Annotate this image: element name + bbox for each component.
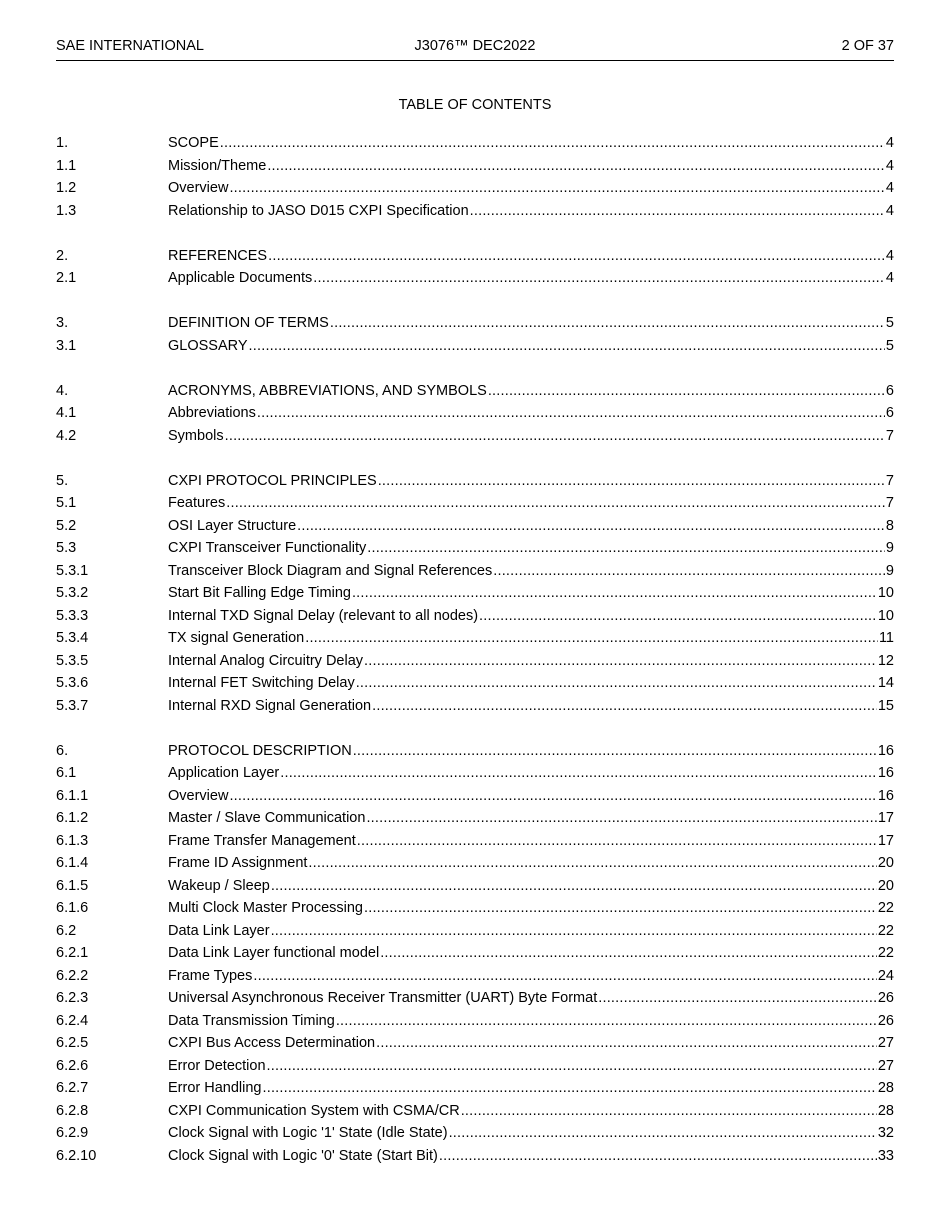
toc-entry-number: 5.3.7 <box>56 697 89 714</box>
toc-entry[interactable] <box>56 155 894 178</box>
toc-entry-page: 15 <box>877 697 894 714</box>
toc-entry-page: 5 <box>885 337 894 354</box>
toc-entry[interactable] <box>56 1010 894 1033</box>
toc-entry-page: 6 <box>885 382 894 399</box>
toc-entry[interactable] <box>56 492 894 515</box>
toc-entry-page: 27 <box>877 1057 894 1074</box>
toc-dot-leader <box>376 1032 877 1055</box>
toc-entry-page: 4 <box>885 180 894 196</box>
toc-entry-number: 6.1.2 <box>56 810 89 826</box>
toc-entry[interactable] <box>56 605 894 628</box>
toc-entry-number: 5. <box>56 472 69 489</box>
header-document-id: J3076™ DEC2022 <box>414 38 536 54</box>
toc-entry-line <box>168 515 894 538</box>
toc-entry-page: 7 <box>885 495 894 511</box>
toc-entry-line <box>168 920 894 943</box>
toc-entry-title[interactable]: TX signal Generation <box>168 627 304 650</box>
toc-entry-page: 20 <box>877 877 894 894</box>
toc-entry[interactable] <box>56 965 894 988</box>
toc-entry-number: 6.2.9 <box>56 1125 89 1141</box>
toc-dot-leader <box>267 155 885 178</box>
toc-entry-title[interactable]: Internal Analog Circuitry Delay <box>168 650 363 673</box>
toc-entry-line <box>168 402 894 425</box>
toc-entry-number: 5.3.1 <box>56 562 89 579</box>
toc-entry[interactable] <box>56 987 894 1010</box>
toc-entry-page: 22 <box>877 922 894 939</box>
toc-entry-title[interactable]: ACRONYMS, ABBREVIATIONS, AND SYMBOLS <box>168 380 487 403</box>
toc-dot-leader <box>336 1010 877 1033</box>
toc-entry-title[interactable]: Internal RXD Signal Generation <box>168 695 371 718</box>
toc-entry-line <box>168 177 894 200</box>
toc-entry-title[interactable]: Error Detection <box>168 1055 266 1078</box>
toc-entry-title[interactable]: Application Layer <box>168 762 279 785</box>
toc-entry-line <box>168 582 894 605</box>
toc-entry-page: 12 <box>877 652 894 669</box>
header-organization: SAE INTERNATIONAL <box>56 38 204 54</box>
toc-entry-title[interactable]: Error Handling <box>168 1077 262 1100</box>
toc-entry-line <box>168 470 894 493</box>
toc-dot-leader <box>257 402 885 425</box>
toc-entry-page: 16 <box>877 765 894 781</box>
toc-entry[interactable] <box>56 267 894 290</box>
toc-section <box>56 132 894 222</box>
toc-entry-number: 5.3.3 <box>56 607 89 624</box>
toc-entry[interactable] <box>56 177 894 200</box>
toc-entry-number: 5.3.6 <box>56 675 89 691</box>
toc-entry-title[interactable]: Applicable Documents <box>168 267 312 290</box>
toc-entry-line <box>168 830 894 853</box>
toc-entry[interactable] <box>56 785 894 808</box>
toc-entry-title[interactable]: PROTOCOL DESCRIPTION <box>168 740 352 763</box>
toc-entry-title[interactable]: Clock Signal with Logic '0' State (Start Bit) <box>168 1145 438 1168</box>
toc-entry-title[interactable]: Multi Clock Master Processing <box>168 897 363 920</box>
toc-entry-page: 11 <box>878 630 894 646</box>
toc-entry-page: 16 <box>877 787 894 804</box>
toc-entry[interactable] <box>56 515 894 538</box>
toc-dot-leader <box>268 245 885 268</box>
toc-entry-line <box>168 132 894 155</box>
toc-entry-line <box>168 965 894 988</box>
toc-entry[interactable] <box>56 1077 894 1100</box>
toc-entry-title[interactable]: Start Bit Falling Edge Timing <box>168 582 351 605</box>
toc-section <box>56 312 894 357</box>
toc-entry[interactable] <box>56 1100 894 1123</box>
toc-entry-title[interactable]: Internal TXD Signal Delay (relevant to all nodes) <box>168 605 478 628</box>
toc-entry-line <box>168 672 894 695</box>
toc-entry-page: 7 <box>885 427 894 444</box>
toc-entry-title[interactable]: Frame ID Assignment <box>168 852 307 875</box>
toc-entry-number: 3. <box>56 315 69 331</box>
toc-dot-leader <box>380 942 877 965</box>
toc-entry-number: 1.3 <box>56 202 77 219</box>
toc-dot-leader <box>280 762 877 785</box>
toc-entry-number: 5.3 <box>56 540 77 556</box>
toc-entry-page: 28 <box>877 1102 894 1119</box>
toc-entry-line <box>168 560 894 583</box>
toc-dot-leader <box>220 132 885 155</box>
toc-entry-line <box>168 1077 894 1100</box>
toc-entry-page: 5 <box>885 315 894 331</box>
toc-entry-number: 1.2 <box>56 180 77 196</box>
toc-entry-line <box>168 537 894 560</box>
toc-dot-leader <box>330 312 885 335</box>
toc-dot-leader <box>225 425 885 448</box>
toc-entry-title[interactable]: Clock Signal with Logic '1' State (Idle State) <box>168 1122 448 1145</box>
toc-entry[interactable] <box>56 560 894 583</box>
toc-entry-title[interactable]: CXPI Bus Access Determination <box>168 1032 375 1055</box>
toc-entry-number: 6.2.1 <box>56 945 89 961</box>
toc-entry-page: 33 <box>877 1147 894 1164</box>
toc-entry-number: 6.2.8 <box>56 1102 89 1119</box>
toc-entry-line <box>168 852 894 875</box>
toc-entry-page: 4 <box>885 202 894 219</box>
toc-entry-page: 6 <box>885 405 894 421</box>
header-page-count: 2 OF 37 <box>841 38 894 54</box>
toc-entry-page: 9 <box>885 562 894 579</box>
toc-dot-leader <box>366 807 876 830</box>
toc-entry-line <box>168 740 894 763</box>
toc-dot-leader <box>271 920 877 943</box>
toc-entry-line <box>168 380 894 403</box>
table-of-contents <box>56 132 894 1190</box>
toc-entry-number: 4. <box>56 382 69 399</box>
toc-entry-line <box>168 605 894 628</box>
toc-dot-leader <box>271 875 877 898</box>
toc-entry-line <box>168 425 894 448</box>
toc-entry-line <box>168 762 894 785</box>
toc-entry[interactable] <box>56 200 894 223</box>
toc-dot-leader <box>229 177 884 200</box>
toc-dot-leader <box>488 380 885 403</box>
toc-entry[interactable] <box>56 920 894 943</box>
toc-entry-line <box>168 897 894 920</box>
toc-entry-number: 6.2.4 <box>56 1012 89 1029</box>
toc-entry-title[interactable]: Mission/Theme <box>168 155 266 178</box>
toc-entry-line <box>168 245 894 268</box>
toc-entry-title[interactable]: Master / Slave Communication <box>168 807 365 830</box>
toc-entry-line <box>168 1122 894 1145</box>
toc-dot-leader <box>297 515 885 538</box>
toc-entry[interactable] <box>56 627 894 650</box>
toc-entry-title[interactable]: CXPI Transceiver Functionality <box>168 537 366 560</box>
toc-entry-line <box>168 695 894 718</box>
toc-entry-page: 22 <box>877 945 894 961</box>
toc-entry-title[interactable]: Symbols <box>168 425 224 448</box>
toc-entry[interactable] <box>56 740 894 763</box>
toc-entry-number: 6. <box>56 742 69 759</box>
toc-entry-number: 4.1 <box>56 405 77 421</box>
toc-entry-title[interactable]: Data Transmission Timing <box>168 1010 335 1033</box>
toc-dot-leader <box>263 1077 877 1100</box>
toc-entry-line <box>168 492 894 515</box>
toc-entry-line <box>168 1145 894 1168</box>
toc-entry-page: 8 <box>885 517 894 534</box>
toc-entry-title[interactable]: Overview <box>168 785 228 808</box>
toc-entry-line <box>168 875 894 898</box>
toc-entry-number: 6.1.6 <box>56 900 89 916</box>
toc-entry[interactable] <box>56 807 894 830</box>
toc-entry-page: 26 <box>877 1012 894 1029</box>
toc-dot-leader <box>305 627 878 650</box>
toc-entry-page: 4 <box>885 270 894 286</box>
toc-entry[interactable] <box>56 650 894 673</box>
toc-dot-leader <box>378 470 885 493</box>
toc-entry-line <box>168 807 894 830</box>
toc-entry-line <box>168 1032 894 1055</box>
toc-entry[interactable] <box>56 470 894 493</box>
toc-section <box>56 380 894 448</box>
toc-entry[interactable] <box>56 762 894 785</box>
toc-entry-title[interactable]: OSI Layer Structure <box>168 515 296 538</box>
toc-entry-title[interactable]: GLOSSARY <box>168 335 248 358</box>
toc-entry[interactable] <box>56 1055 894 1078</box>
toc-entry-title[interactable]: Data Link Layer <box>168 920 270 943</box>
toc-entry-line <box>168 785 894 808</box>
toc-entry-line <box>168 1010 894 1033</box>
toc-entry-page: 4 <box>885 135 894 151</box>
toc-entry-number: 6.1 <box>56 765 77 781</box>
toc-dot-leader <box>598 987 877 1010</box>
toc-entry-title[interactable]: Relationship to JASO D015 CXPI Specification <box>168 200 469 223</box>
toc-entry[interactable] <box>56 942 894 965</box>
toc-entry-line <box>168 1055 894 1078</box>
toc-dot-leader <box>357 830 877 853</box>
toc-dot-leader <box>479 605 877 628</box>
toc-entry[interactable] <box>56 875 894 898</box>
toc-dot-leader <box>308 852 876 875</box>
toc-entry[interactable] <box>56 312 894 335</box>
toc-dot-leader <box>249 335 885 358</box>
toc-entry-number: 6.1.5 <box>56 877 89 894</box>
toc-entry-title[interactable]: CXPI PROTOCOL PRINCIPLES <box>168 470 377 493</box>
toc-entry[interactable] <box>56 402 894 425</box>
toc-entry[interactable] <box>56 537 894 560</box>
toc-entry[interactable] <box>56 1032 894 1055</box>
toc-entry-number: 6.2.2 <box>56 967 89 984</box>
toc-entry-number: 5.3.4 <box>56 630 89 646</box>
toc-entry-title[interactable]: Data Link Layer functional model <box>168 942 379 965</box>
toc-dot-leader <box>353 740 877 763</box>
toc-entry-page: 10 <box>877 607 894 624</box>
toc-dot-leader <box>352 582 877 605</box>
toc-entry[interactable] <box>56 852 894 875</box>
toc-dot-leader <box>449 1122 877 1145</box>
toc-entry-number: 6.1.3 <box>56 832 89 849</box>
toc-entry-page: 10 <box>877 585 894 601</box>
toc-entry-title[interactable]: Universal Asynchronous Receiver Transmitter (UART) Byte Format <box>168 987 597 1010</box>
toc-entry-number: 2. <box>56 247 69 264</box>
toc-entry-number: 2.1 <box>56 270 77 286</box>
toc-entry-page: 4 <box>885 247 894 264</box>
toc-entry-title[interactable]: REFERENCES <box>168 245 267 268</box>
toc-entry-page: 16 <box>877 742 894 759</box>
toc-dot-leader <box>493 560 885 583</box>
toc-title: TABLE OF CONTENTS <box>398 97 552 113</box>
toc-entry[interactable] <box>56 245 894 268</box>
toc-entry-page: 27 <box>877 1035 894 1051</box>
toc-entry[interactable] <box>56 380 894 403</box>
toc-entry[interactable] <box>56 425 894 448</box>
page-header <box>56 38 894 61</box>
toc-entry-number: 6.1.1 <box>56 787 89 804</box>
toc-entry[interactable] <box>56 1145 894 1168</box>
toc-entry-page: 9 <box>885 540 894 556</box>
toc-entry-number: 6.1.4 <box>56 855 89 871</box>
toc-entry-line <box>168 155 894 178</box>
toc-entry-line <box>168 200 894 223</box>
toc-entry-line <box>168 650 894 673</box>
toc-entry-number: 6.2.10 <box>56 1147 97 1164</box>
toc-entry-number: 5.1 <box>56 495 77 511</box>
toc-dot-leader <box>470 200 885 223</box>
toc-entry-title[interactable]: DEFINITION OF TERMS <box>168 312 329 335</box>
toc-entry-page: 7 <box>885 472 894 489</box>
toc-entry-page: 32 <box>877 1125 894 1141</box>
toc-entry-page: 4 <box>885 157 894 174</box>
toc-entry-number: 3.1 <box>56 337 77 354</box>
toc-entry[interactable] <box>56 830 894 853</box>
toc-entry-title[interactable]: Transceiver Block Diagram and Signal References <box>168 560 492 583</box>
toc-dot-leader <box>229 785 876 808</box>
toc-section <box>56 740 894 1168</box>
toc-dot-leader <box>461 1100 877 1123</box>
toc-entry-title[interactable]: SCOPE <box>168 132 219 155</box>
toc-dot-leader <box>364 897 877 920</box>
toc-entry-number: 1. <box>56 135 69 151</box>
toc-entry-title[interactable]: Overview <box>168 177 228 200</box>
toc-entry-line <box>168 312 894 335</box>
toc-entry-number: 6.2.3 <box>56 990 89 1006</box>
toc-entry-page: 17 <box>877 832 894 849</box>
toc-entry-line <box>168 335 894 358</box>
toc-entry[interactable] <box>56 695 894 718</box>
toc-entry-line <box>168 267 894 290</box>
toc-dot-leader <box>253 965 877 988</box>
toc-entry-number: 5.3.5 <box>56 652 89 669</box>
toc-entry-title[interactable]: Features <box>168 492 225 515</box>
toc-dot-leader <box>313 267 885 290</box>
toc-dot-leader <box>267 1055 877 1078</box>
toc-entry-title[interactable]: Frame Transfer Management <box>168 830 356 853</box>
toc-entry-title[interactable]: Wakeup / Sleep <box>168 875 270 898</box>
toc-dot-leader <box>226 492 885 515</box>
toc-dot-leader <box>367 537 885 560</box>
toc-entry-number: 6.2.6 <box>56 1057 89 1074</box>
toc-entry-title[interactable]: Internal FET Switching Delay <box>168 672 355 695</box>
toc-entry-number: 5.2 <box>56 517 77 534</box>
toc-entry-title[interactable]: Abbreviations <box>168 402 256 425</box>
toc-dot-leader <box>356 672 877 695</box>
toc-entry-page: 17 <box>877 810 894 826</box>
toc-entry-line <box>168 942 894 965</box>
toc-entry[interactable] <box>56 582 894 605</box>
toc-entry-page: 26 <box>877 990 894 1006</box>
toc-entry-number: 4.2 <box>56 427 77 444</box>
toc-entry[interactable] <box>56 1122 894 1145</box>
toc-section <box>56 470 894 718</box>
toc-section <box>56 245 894 290</box>
toc-entry-title[interactable]: CXPI Communication System with CSMA/CR <box>168 1100 460 1123</box>
toc-entry-line <box>168 627 894 650</box>
toc-dot-leader <box>439 1145 877 1168</box>
toc-entry-page: 14 <box>877 675 894 691</box>
toc-entry-number: 1.1 <box>56 157 77 174</box>
toc-dot-leader <box>372 695 877 718</box>
toc-entry-page: 22 <box>877 900 894 916</box>
toc-entry-page: 24 <box>877 967 894 984</box>
toc-entry-line <box>168 1100 894 1123</box>
toc-entry-page: 20 <box>877 855 894 871</box>
toc-entry-page: 28 <box>877 1080 894 1096</box>
toc-entry[interactable] <box>56 335 894 358</box>
toc-entry-title[interactable]: Frame Types <box>168 965 252 988</box>
toc-entry-number: 6.2.7 <box>56 1080 89 1096</box>
toc-entry[interactable] <box>56 672 894 695</box>
toc-entry-line <box>168 987 894 1010</box>
toc-dot-leader <box>364 650 877 673</box>
toc-entry[interactable] <box>56 897 894 920</box>
toc-entry[interactable] <box>56 132 894 155</box>
toc-entry-number: 5.3.2 <box>56 585 89 601</box>
toc-entry-number: 6.2.5 <box>56 1035 89 1051</box>
toc-entry-number: 6.2 <box>56 922 77 939</box>
